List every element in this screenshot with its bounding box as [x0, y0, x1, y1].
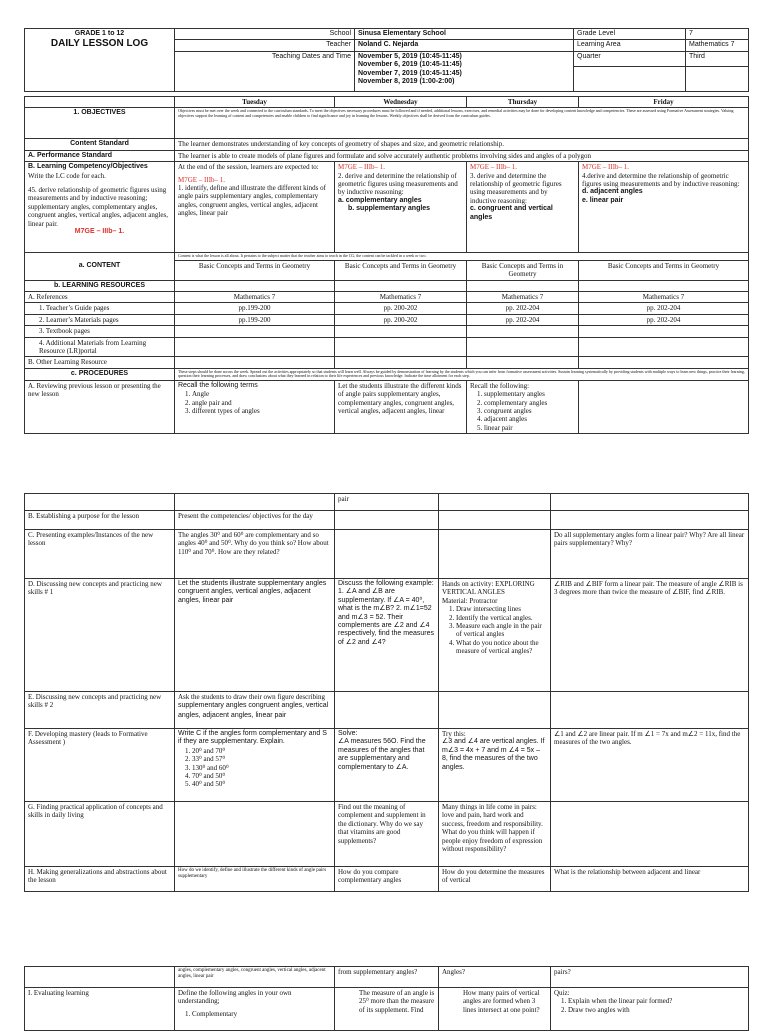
f-wed-solve: Solve:	[338, 730, 358, 737]
i-tue: Define the following angles in your own understanding;	[178, 989, 292, 1006]
competency-code: M7GE – IIIb– 1.	[74, 227, 125, 235]
school-value: Sinusa Elementary School	[355, 29, 574, 40]
f-tue-item: 3. 130⁰ and 60⁰	[192, 764, 331, 772]
tg-pages: pp.199-200	[175, 303, 335, 314]
lesson-table-cont	[24, 493, 749, 892]
day-header: Friday	[579, 97, 749, 108]
i-fri-quiz: Quiz:	[554, 989, 570, 997]
competency-text: 45. derive relationship of geometric figures using measurements and by inductive reasoning; supplementary angles, complementary angles, congruent angles, vertical angles, adjacent angles, linear pair.	[28, 185, 168, 228]
thu-c: c. congruent and vertical angles	[470, 205, 553, 221]
procedures-label: c. PROCEDURES	[25, 368, 175, 380]
wed-b: b. supplementary angles	[348, 205, 431, 213]
references-label: A. References	[25, 291, 175, 302]
lm-pages: pp.199-200	[175, 314, 335, 325]
f-tue-item: 4. 70⁰ and 50⁰	[192, 772, 331, 780]
procedure-i-label: I. Evaluating learning	[25, 988, 175, 1031]
content-topic: Basic Concepts and Terms in Geometry	[335, 260, 467, 280]
a-thu-item: 2. complementary angles	[484, 399, 575, 407]
d-thu-item: 2. Identify the vertical angles.	[456, 614, 547, 622]
i-thu: How many pairs of vertical angles are formed when 3 lines intersect at one point?	[439, 988, 551, 1031]
tue-code: M7GE – IIIb– 1.	[178, 175, 226, 184]
procedure-h-label: H. Making generalizations and abstractions about the lesson	[25, 867, 175, 892]
a-thu-item: 4. adjacent angles	[484, 415, 575, 423]
performance-standard: The learner is able to create models of plane figures and formulate and solve accurately authentic problems involving sides and angles of a polygon	[175, 150, 749, 161]
procedure-b-label: B. Establishing a purpose for the lesson	[25, 511, 175, 530]
lm-pages: pp. 202-204	[467, 314, 579, 325]
h-wed-cont: from supplementary angles?	[335, 967, 439, 988]
procedure-f-label: F. Developing mastery (leads to Formative Assessment )	[25, 729, 175, 802]
a-thu-intro: Recall the following:	[470, 381, 530, 390]
lm-pages: pp. 200-202	[335, 314, 467, 325]
competency-sub: Write the LC code for each.	[28, 171, 106, 180]
procedure-e-label: E. Discussing new concepts and practicing new skills # 2	[25, 692, 175, 729]
d-fri: ∠RIB and ∠BIF form a linear pair. The measure of angle ∠RIB is 3 degrees more than twice the measure of ∠BIF, find ∠RIB.	[551, 579, 749, 692]
competency-label: B. Learning Competency/Objectives	[28, 163, 148, 171]
thu-code: M7GE – IIIb– 1.	[470, 163, 518, 172]
d-thu-material: Material: Protractor	[442, 596, 498, 605]
objectives-label: 1. OBJECTIVES	[25, 108, 175, 139]
content-standard-label: Content Standard	[25, 139, 175, 150]
d-tue: Let the students illustrate supplementary angles congruent angles, vertical angles, adjacent angles, linear pair	[175, 579, 335, 692]
f-tue-item: 2. 33⁰ and 57⁰	[192, 755, 331, 763]
a-tue-item: 1. Angle	[192, 390, 331, 398]
tg-label: 1. Teacher’s Guide pages	[25, 303, 175, 314]
h-tue-cont: angles, complementary angles, congruent angles, vertical angles, adjacent angles, linear pair	[175, 967, 335, 988]
f-tue-intro: Write C if the angles form complementary and S if they are supplementary. Explain.	[178, 730, 327, 746]
day-header: Thursday	[467, 97, 579, 108]
school-label: School	[175, 29, 355, 40]
header-table	[24, 28, 749, 92]
references-value: Mathematics 7	[467, 291, 579, 302]
tg-pages: pp. 202-204	[467, 303, 579, 314]
f-thu-try: Try this:	[442, 730, 466, 738]
i-fri-item: 1. Explain when the linear pair formed?	[568, 997, 745, 1005]
f-tue-item: 1. 20⁰ and 70⁰	[192, 747, 331, 755]
other-label: B. Other Learning Resource	[25, 357, 175, 368]
lm-pages: pp. 202-204	[579, 314, 749, 325]
date-line: November 7, 2019 (10:45-11:45)	[358, 69, 462, 77]
lesson-table-cont-2	[24, 966, 749, 1031]
a-wed-cont: pair	[335, 494, 439, 511]
procedure-g-label: G. Finding practical application of concepts and skills in daily living	[25, 802, 175, 867]
thu-objective: 3. derive and determine the relationship of geometric figures using measurements and by inductive reasoning:	[470, 171, 562, 205]
a-wed: Let the students illustrate the different kinds of angle pairs supplementary angles, complementary angles, congruent angles, vertical angles, adjacent angles, linear	[335, 380, 467, 433]
c-fri: Do all supplementary angles form a linear pair? Why? Are all linear pairs supplementary? Why?	[551, 530, 749, 579]
document-title: DAILY LESSON LOG	[50, 38, 149, 50]
a-thu-item: 3. congruent angles	[484, 407, 575, 415]
f-tue-item: 5. 40⁰ and 50⁰	[192, 780, 331, 788]
page-1	[24, 28, 748, 434]
fri-e: e. linear pair	[582, 196, 624, 204]
h-thu: How do you determine the measures of vertical	[439, 867, 551, 892]
content-topic: Basic Concepts and Terms in Geometry	[175, 260, 335, 280]
h-tue: How do we identify, define and illustrate the different kinds of angle pairs supplementary	[175, 867, 335, 892]
d-thu-item: 1. Draw intersecting lines	[456, 605, 547, 613]
wed-code: M7GE – IIIb– 1.	[338, 163, 386, 172]
day-header: Wednesday	[335, 97, 467, 108]
additional-label: 4. Additional Materials from Learning Resource (LR)portal	[25, 337, 175, 357]
d-wed: Discuss the following example: 1. ∠A and ∠B are supplementary. If ∠A = 40⁰, what is the m∠B? 2. m∠1=52 and m∠3 = 52. Their complements are ∠2 and ∠4 respectively, find the measures of ∠2 and ∠4?	[335, 579, 439, 692]
f-wed: ∠A measures 56O. Find the measures of the angles that are supplementary and complementary to ∠A.	[338, 738, 426, 771]
references-value: Mathematics 7	[335, 291, 467, 302]
date-line: November 5, 2019 (10:45-11:45)	[358, 52, 462, 60]
a-tue-intro: Recall the following terms	[178, 381, 258, 389]
i-wed: The measure of an angle is 25⁰ more than the measure of its supplement. Find	[335, 988, 439, 1031]
quarter-value: Third	[686, 51, 749, 66]
fri-objective: 4.derive and determine the relationship of geometric figures using measurements and by inductive reasoning:	[582, 171, 740, 188]
h-fri-cont: pairs?	[551, 967, 749, 988]
a-tue-item: 3. different types of angles	[192, 407, 331, 415]
c-tue: The angles 30⁰ and 60⁰ are complementary and so angles 40⁰ and 50⁰. Why do you think so? How about 110⁰ and 70⁰. How are they related?	[175, 530, 335, 579]
g-wed: Find out the meaning of complement and supplement in the dictionary. Why do we say that vitamins are good supplements?	[335, 802, 439, 867]
e-tue-rest: supplementary angles congruent angles, vertical angles, adjacent angles, linear pair	[178, 702, 329, 719]
page-2	[24, 493, 748, 892]
resources-label: b. LEARNING RESOURCES	[25, 280, 175, 291]
lesson-table	[24, 96, 749, 434]
d-thu-item: 3. Measure each angle in the pair of vertical angles	[456, 622, 547, 639]
f-thu: ∠3 and ∠4 are vertical angles. If m∠3 = 4x + 7 and m ∠4 = 5x – 8, find the measures of the two angles.	[442, 738, 545, 771]
references-value: Mathematics 7	[579, 291, 749, 302]
references-value: Mathematics 7	[175, 291, 335, 302]
wed-objective: 2. derive and determine the relationship of geometric figures using measurements and by inductive reasoning:	[338, 171, 458, 197]
i-fri-item: 2. Draw two angles with	[568, 1006, 745, 1014]
a-thu-item: 5. linear pair	[484, 424, 575, 432]
teacher-label: Teacher	[175, 40, 355, 51]
tue-objective: 1. identify, define and illustrate the different kinds of angle pairs supplementary angles, complementary angles, congruent angles, vertical angles, adjacent angles, linear pair	[178, 183, 326, 218]
a-thu-item: 1. supplementary angles	[484, 390, 575, 398]
objectives-note: Objectives must be met over the week and connected to the curriculum standards. To meet the objectives necessary procedures must be followed and if needed, additional lessons, exercises, and remedial activities may be done for developing content knowledge and competencies. These are assessed using Formative Assessment strategies. Valuing objectives support the learning of content and competencies and enable children to find significance and joy in learning the lessons. Weekly objectives shall be derived from the curriculum guides.	[175, 108, 749, 139]
procedure-a-label: A. Reviewing previous lesson or presenting the new lesson	[25, 380, 175, 433]
tg-pages: pp. 202-204	[579, 303, 749, 314]
page-3	[24, 966, 748, 1031]
textbook-label: 3. Textbook pages	[25, 326, 175, 337]
f-fri: ∠1 and ∠2 are linear pair. If m ∠1 = 7x and m∠2 = 11x, find the measures of the two angles.	[551, 729, 749, 802]
tg-pages: pp. 200-202	[335, 303, 467, 314]
day-header: Tuesday	[175, 97, 335, 108]
date-line: November 6, 2019 (10:45-11:45)	[358, 61, 462, 69]
fri-code: M7GE – IIIb– 1.	[582, 163, 630, 172]
fri-d: d. adjacent angles	[582, 188, 643, 196]
content-topic: Basic Concepts and Terms in Geometry	[579, 260, 749, 280]
a-tue-item: 2. angle pair and	[192, 399, 331, 407]
learning-area-value: Mathematics 7	[686, 40, 749, 51]
procedure-d-label: D. Discussing new concepts and practicing new skills # 1	[25, 579, 175, 692]
date-line: November 8, 2019 (1:00-2:00)	[358, 77, 455, 85]
tue-intro: At the end of the session, learners are expected to:	[178, 163, 319, 172]
teacher-value: Noland C. Nejarda	[355, 40, 574, 51]
d-thu-item: 4. What do you notice about the measure of vertical angles?	[456, 639, 547, 656]
performance-standard-label: A. Performance Standard	[25, 150, 175, 161]
h-wed: How do you compare complementary angles	[335, 867, 439, 892]
b-tue: Present the competencies/ objectives for the day	[175, 511, 335, 530]
h-thu-cont: Angles?	[439, 967, 551, 988]
learning-area-label: Learning Area	[574, 40, 686, 51]
content-topic: Basic Concepts and Terms in Geometry	[467, 260, 579, 280]
content-standard: The learner demonstrates understanding of key concepts of geometry of shapes and size, and geometric relationship.	[175, 139, 749, 150]
grade-level-value: 7	[686, 29, 749, 40]
e-tue-intro: Ask the students to draw their own figure describing	[178, 693, 325, 701]
procedure-c-label: C. Presenting examples/Instances of the new lesson	[25, 530, 175, 579]
i-tue-item: 1. Complementary	[192, 1010, 331, 1018]
wed-a: a. complementary angles	[338, 196, 422, 204]
content-label: a. CONTENT	[25, 253, 175, 280]
procedures-note: These steps should be done across the week. Spread out the activities appropriately so that students will learn well. Always be guided by demonstration of learning by the students which you can infer from formative assessment activities. Sustain learning systematically by providing students with multiple ways to learn new things, practice their learning, question their learning processes, and draw conclusions about what they learned in relation to their life experiences and previous knowledge. Indicate the time allotment for each step.	[175, 368, 749, 380]
dates-label: Teaching Dates and Time	[175, 51, 355, 91]
content-note: Content is what the lesson is all about. It pertains to the subject matter that the teacher aims to teach in the CG, the content can be tackled in a week or two.	[175, 253, 749, 261]
lm-label: 2. Learner’s Materials pages	[25, 314, 175, 325]
grade-level-label: Grade Level	[574, 29, 686, 40]
quarter-label: Quarter	[574, 51, 686, 66]
d-thu-intro: Hands on activity: EXPLORING VERTICAL ANGLES	[442, 580, 535, 597]
grade-range: GRADE 1 to 12	[74, 30, 125, 37]
g-thu: Many things in life come in pairs: love and pain, hard work and success, freedom and responsibility. What do you think will happen if people enjoy freedom of expression without responsibility?	[439, 802, 551, 867]
h-fri: What is the relationship between adjacent and linear	[551, 867, 749, 892]
